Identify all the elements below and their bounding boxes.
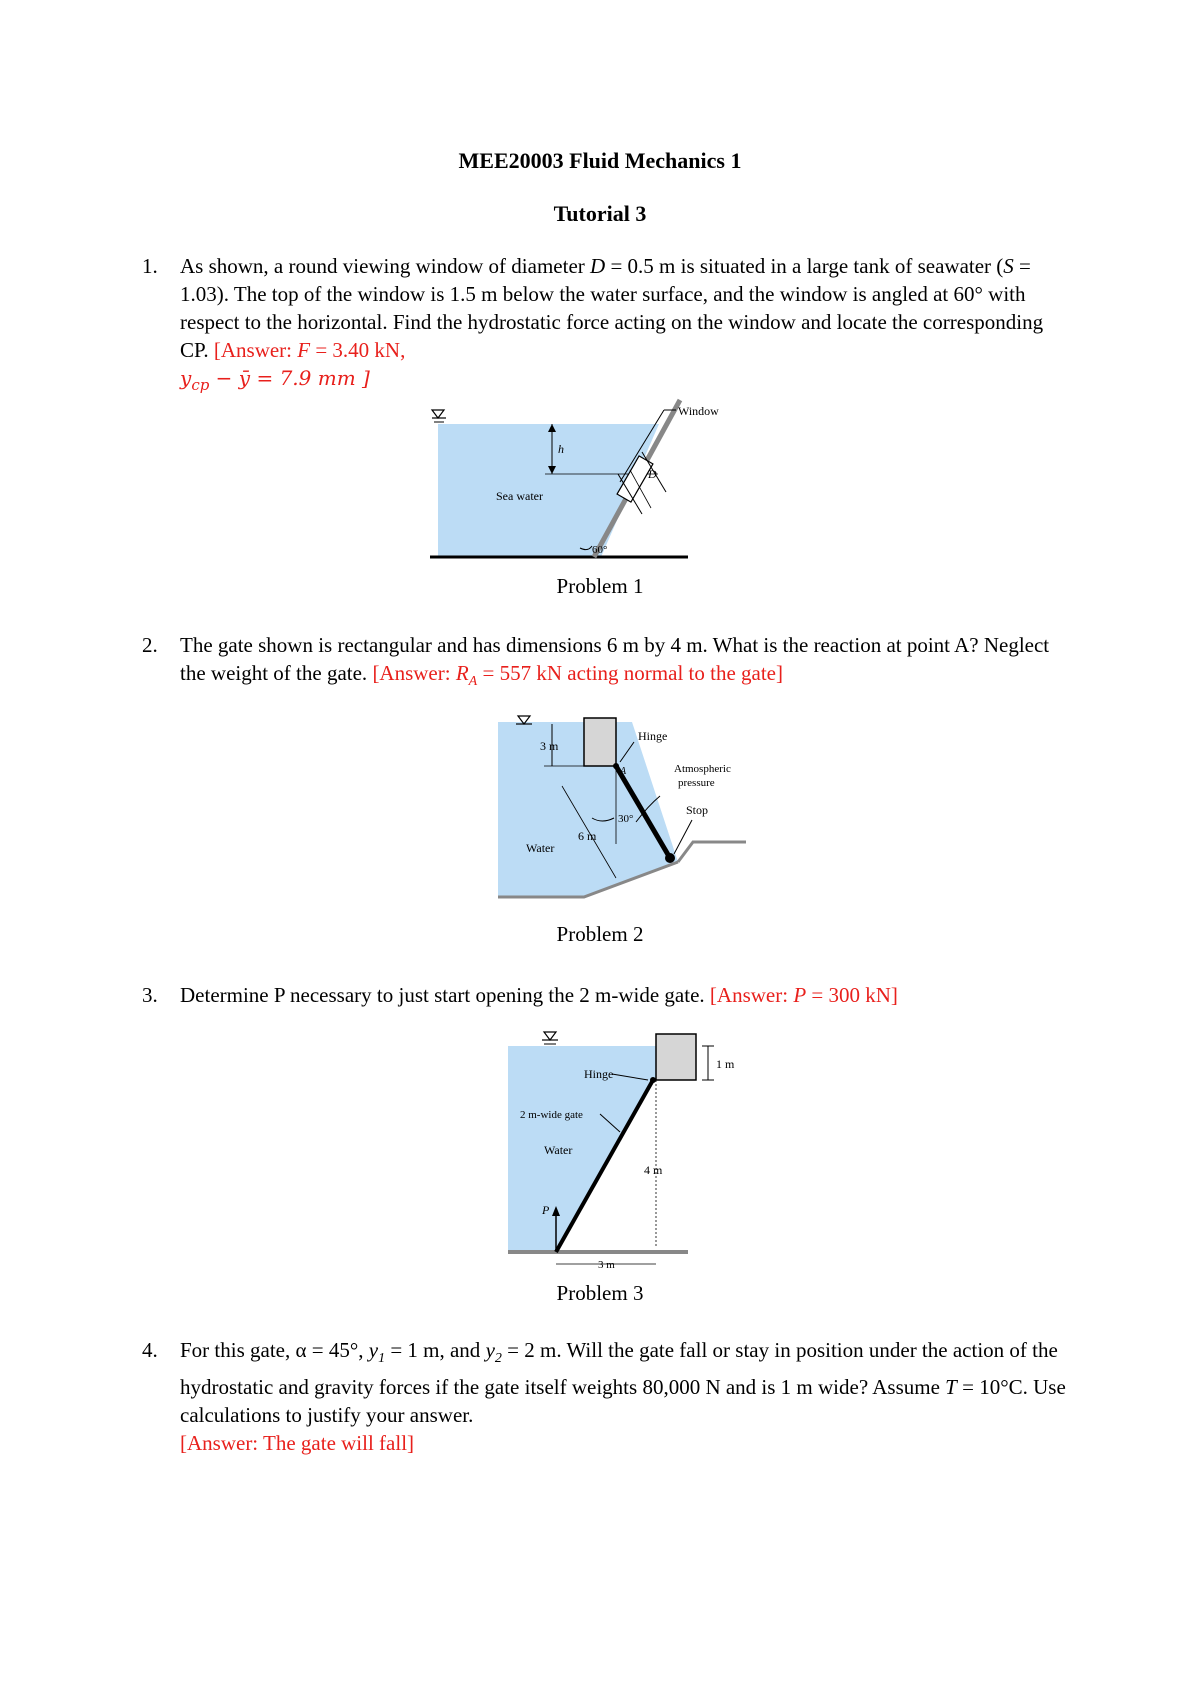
- problem-2-text: [142, 631, 1072, 696]
- problem-4-t3: = 2 m. Will the gate fall or stay in position under the action of the hydrostatic and gravity forces if the gate itself weights 80,000 N and is 1 m wide? Assume: [180, 1338, 1058, 1400]
- answer-2b: R: [455, 661, 469, 685]
- problem-1-t2: = 0.5 m is situated in a large tank of seawater (: [605, 254, 1004, 278]
- label-D: D: [648, 467, 657, 481]
- label-sea-water: Sea water: [496, 489, 543, 503]
- label-gate: 2 m-wide gate: [520, 1109, 583, 1121]
- problem-number: 1.: [142, 254, 158, 278]
- answer-1: [180, 338, 406, 395]
- problem-3-text: [142, 981, 1072, 1009]
- figure-problem-3: [508, 1034, 748, 1271]
- label-window: Window: [678, 404, 719, 418]
- label-3m: 3 m: [540, 739, 559, 753]
- answer-2d: = 557 kN acting normal to the gate]: [477, 661, 783, 685]
- var-T: T: [945, 1375, 957, 1400]
- upper-block: [584, 718, 616, 766]
- problem-2-t1: The gate shown is rectangular and has dimensions 6 m by 4 m. What is the reaction at point A? Neglect the weight of the gate.: [180, 633, 1050, 685]
- figure-problem-2: [498, 716, 758, 916]
- problem-4-t4: = 10°C. Use calculations to justify your answer.: [180, 1375, 1066, 1428]
- problem-3-t1: Determine P necessary to just start opening the 2 m-wide gate.: [180, 983, 710, 1007]
- problem-number: 3.: [142, 983, 158, 1007]
- label-6m: 6 m: [578, 829, 597, 843]
- label-a: A: [620, 766, 627, 777]
- var-y1: y: [368, 1338, 379, 1362]
- label-water: Water: [544, 1143, 573, 1157]
- label-30: 30°: [618, 813, 634, 825]
- answer-1f: − ȳ = 7.9 mm ]: [209, 366, 370, 390]
- label-4m: 4 m: [644, 1163, 663, 1177]
- answer-1b: F: [297, 338, 311, 362]
- free-surface-icon: [432, 410, 446, 422]
- answer-1d: y: [180, 366, 192, 390]
- problem-number: 2.: [142, 633, 158, 657]
- problem-1-t1: As shown, a round viewing window of diameter: [180, 254, 591, 278]
- answer-3b: P: [793, 983, 807, 1007]
- problem-4-text: [142, 1336, 1072, 1457]
- water-region: [508, 1046, 656, 1252]
- answer-2: [372, 661, 783, 690]
- answer-3c: = 300 kN]: [806, 983, 898, 1007]
- label-1m: 1 m: [716, 1057, 735, 1071]
- answer-2a: [Answer:: [372, 661, 456, 685]
- var-y2-sub: 2: [494, 1351, 502, 1367]
- var-y2: y: [485, 1338, 495, 1362]
- problem-number: 4.: [142, 1338, 158, 1362]
- figure-problem-1: [430, 404, 719, 568]
- problem-1-t3: = 1.03). The top of the window is 1.5 m below the water surface, and the window is angled at 60° with respect to the horizontal. Find the hydrostatic force acting on the window and locate the corresponding CP.: [180, 254, 1044, 362]
- label-h: h: [558, 442, 564, 456]
- answer-3a: [Answer:: [709, 983, 794, 1007]
- answer-1e: cp: [191, 376, 210, 395]
- caption-problem-3: Problem 3: [556, 1281, 644, 1305]
- label-p: P: [542, 1203, 550, 1217]
- caption-problem-1: Problem 1: [556, 574, 644, 598]
- caption-problem-2: Problem 2: [556, 922, 644, 946]
- course-title: MEE20003 Fluid Mechanics 1: [458, 148, 742, 173]
- free-surface-icon: [542, 1032, 558, 1044]
- label-3m: 3 m: [598, 1259, 615, 1271]
- label-60: 60°: [592, 544, 608, 556]
- answer-2c: A: [468, 674, 478, 690]
- var-y1-sub: 1: [378, 1351, 386, 1367]
- stop-point: [665, 853, 675, 863]
- var-S: S: [1003, 254, 1014, 278]
- label-hinge: Hinge: [584, 1067, 614, 1081]
- problem-4-t1: For this gate, α = 45°,: [180, 1338, 369, 1362]
- label-atm-1: Atmospheric: [674, 763, 731, 775]
- answer-1a: [Answer:: [213, 338, 298, 362]
- answer-1c: = 3.40 kN,: [310, 338, 406, 362]
- hinge-point: [650, 1077, 656, 1083]
- var-D: D: [590, 254, 606, 278]
- label-stop: Stop: [686, 803, 709, 817]
- answer-3: [710, 983, 898, 1007]
- upper-block: [656, 1034, 696, 1080]
- problem-1-text: [142, 252, 1072, 399]
- answer-4: [Answer: The gate will fall]: [180, 1431, 415, 1456]
- tutorial-title: Tutorial 3: [553, 201, 647, 226]
- label-atm-2: pressure: [678, 777, 715, 789]
- ledge: [678, 842, 746, 862]
- label-hinge: Hinge: [638, 729, 668, 743]
- label-water: Water: [526, 841, 555, 855]
- problem-4-t2: = 1 m, and: [385, 1338, 486, 1362]
